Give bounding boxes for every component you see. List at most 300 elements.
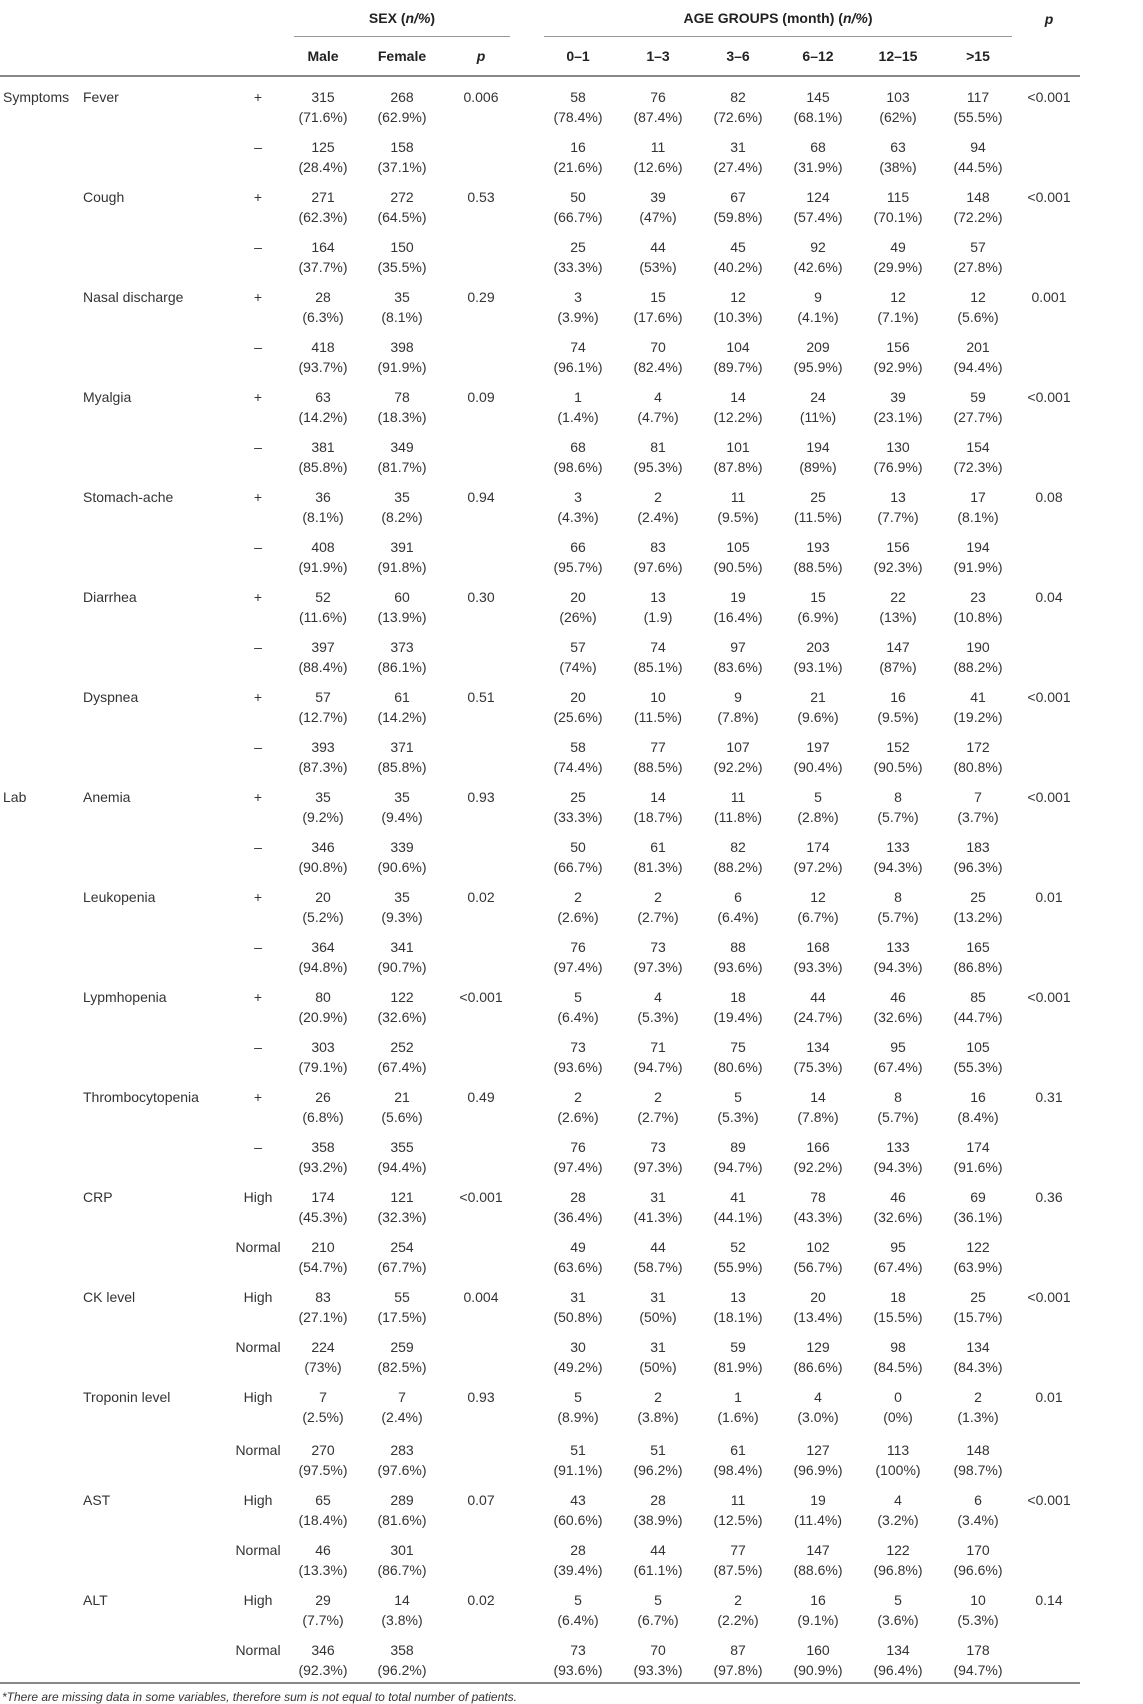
percent-value: (88.4%) (298, 659, 348, 675)
percent-value: (38.9%) (633, 1512, 683, 1528)
percent-value: (90.5%) (873, 759, 923, 775)
level-label: – (254, 339, 262, 355)
age-group-cell (938, 1430, 1018, 1480)
percent-value: (1.3%) (957, 1409, 999, 1425)
p-value-sex: <0.001 (459, 1189, 503, 1205)
age-group-cell (858, 1227, 938, 1277)
count-value: 97 (730, 639, 746, 655)
female-cell (358, 1480, 446, 1530)
percent-value: (9.5%) (717, 509, 759, 525)
category-label (0, 377, 80, 427)
count-value: 10 (650, 689, 666, 705)
percent-value: (8.1%) (381, 309, 423, 325)
variable-label (80, 1630, 228, 1680)
count-value: 52 (315, 589, 331, 605)
percent-value: (94.7%) (953, 1662, 1003, 1678)
percent-value: (43.3%) (793, 1209, 843, 1225)
count-value: 102 (806, 1239, 830, 1255)
age-group-cell (698, 1580, 778, 1630)
percent-value: (18.7%) (633, 809, 683, 825)
age-group-cell (778, 877, 858, 927)
count-value: 57 (315, 689, 331, 705)
count-value: 11 (730, 1492, 746, 1508)
male-cell (288, 477, 358, 527)
percent-value: (21.6%) (553, 159, 603, 175)
count-value: 35 (394, 889, 410, 905)
age-group-cell (938, 927, 1018, 977)
count-value: 24 (810, 389, 826, 405)
age-group-cell (538, 577, 618, 627)
percent-value: (96.2%) (633, 1462, 683, 1478)
percent-value: (84.5%) (873, 1359, 923, 1375)
male-cell (288, 577, 358, 627)
male-cell (288, 1077, 358, 1127)
table-row (0, 627, 1080, 677)
count-value: 50 (570, 189, 586, 205)
percent-value: (17.6%) (633, 309, 683, 325)
variable-label: ALT (83, 1592, 108, 1608)
count-value: 190 (966, 639, 990, 655)
count-value: 39 (890, 389, 906, 405)
percent-value: (4.1%) (797, 309, 839, 325)
count-value: 5 (814, 789, 822, 805)
percent-value: (92.3%) (873, 559, 923, 575)
category-label (0, 1327, 80, 1377)
percent-value: (83.6%) (713, 659, 763, 675)
age-group-cell (858, 1327, 938, 1377)
p-value-age: <0.001 (1027, 89, 1071, 105)
level-label: – (254, 639, 262, 655)
percent-value: (55.3%) (953, 1059, 1003, 1075)
count-value: 46 (890, 989, 906, 1005)
column-gap (516, 1530, 538, 1580)
percent-value: (86.8%) (953, 959, 1003, 975)
count-value: 52 (730, 1239, 746, 1255)
count-value: 61 (650, 839, 666, 855)
level-label: + (253, 889, 263, 905)
percent-value: (50%) (639, 1359, 677, 1375)
percent-value: (39.4%) (553, 1562, 603, 1578)
age-group-cell (938, 227, 1018, 277)
percent-value: (98.6%) (553, 459, 603, 475)
percent-value: (1.4%) (557, 409, 599, 425)
count-value: 95 (890, 1239, 906, 1255)
count-value: 197 (806, 739, 830, 755)
age-group-cell (778, 677, 858, 727)
count-value: 4 (894, 1492, 902, 1508)
percent-value: (97.2%) (793, 859, 843, 875)
count-value: 11 (650, 139, 666, 155)
p-value-sex: 0.53 (467, 189, 495, 205)
count-value: 6 (974, 1492, 982, 1508)
percent-value: (15.7%) (953, 1309, 1003, 1325)
percent-value: (85.8%) (377, 759, 427, 775)
count-value: 5 (654, 1592, 662, 1608)
count-value: 44 (650, 1542, 666, 1558)
percent-value: (12.6%) (633, 159, 683, 175)
count-value: 13 (650, 589, 666, 605)
age-group-cell (618, 1580, 698, 1630)
count-value: 346 (311, 1642, 335, 1658)
percent-value: (55.5%) (953, 109, 1003, 125)
percent-value: (12.5%) (713, 1512, 763, 1528)
count-value: 14 (650, 789, 666, 805)
age-group-cell (538, 1277, 618, 1327)
percent-value: (44.7%) (953, 1009, 1003, 1025)
percent-value: (92.2%) (793, 1159, 843, 1175)
category-label: Lab (3, 789, 27, 805)
column-gap (516, 1027, 538, 1077)
count-value: 12 (890, 289, 906, 305)
count-value: 35 (315, 789, 331, 805)
male-cell (288, 77, 358, 127)
age-group-cell (858, 177, 938, 227)
p-value-age (1018, 1327, 1080, 1377)
count-value: 107 (726, 739, 750, 755)
count-value: 355 (390, 1139, 414, 1155)
age-group-cell (538, 1177, 618, 1227)
level-label: – (254, 739, 262, 755)
count-value: 150 (390, 239, 414, 255)
percent-value: (90.4%) (793, 759, 843, 775)
count-value: 41 (730, 1189, 746, 1205)
level-label: + (253, 89, 263, 105)
age-group-cell (698, 1027, 778, 1077)
age-group-cell (778, 1430, 858, 1480)
female-cell (358, 327, 446, 377)
count-value: 25 (970, 889, 986, 905)
percent-value: (6.7%) (797, 909, 839, 925)
percent-value: (94.3%) (873, 1159, 923, 1175)
age-group-cell (938, 1177, 1018, 1227)
table-row (0, 527, 1080, 577)
percent-value: (29.9%) (873, 259, 923, 275)
count-value: 2 (974, 1389, 982, 1405)
count-value: 156 (886, 339, 910, 355)
age-group-cell (778, 827, 858, 877)
count-value: 12 (810, 889, 826, 905)
percent-value: (64.5%) (377, 209, 427, 225)
age-group-cell (858, 777, 938, 827)
table-header (0, 0, 1080, 77)
p-value-age: <0.001 (1027, 789, 1071, 805)
category-label (0, 577, 80, 627)
count-value: 35 (394, 789, 410, 805)
percent-value: (2.7%) (637, 909, 679, 925)
age-group-cell (938, 727, 1018, 777)
count-value: 44 (650, 1239, 666, 1255)
percent-value: (20.9%) (298, 1009, 348, 1025)
percent-value: (6.4%) (717, 909, 759, 925)
count-value: 12 (970, 289, 986, 305)
percent-value: (91.1%) (553, 1462, 603, 1478)
percent-value: (90.9%) (793, 1662, 843, 1678)
female-cell (358, 1127, 446, 1177)
percent-value: (87.3%) (298, 759, 348, 775)
count-value: 61 (730, 1442, 746, 1458)
variable-label (80, 127, 228, 177)
table-row (0, 377, 1080, 427)
percent-value: (26%) (559, 609, 597, 625)
age-group-cell (858, 1377, 938, 1430)
col-age-6-12: 6–12 (802, 48, 834, 64)
count-value: 49 (570, 1239, 586, 1255)
age-group-cell (778, 77, 858, 127)
p-value-sex (446, 1630, 516, 1680)
percent-value: (88.2%) (953, 659, 1003, 675)
p-value-age (1018, 927, 1080, 977)
age-group-cell (538, 927, 618, 977)
age-group-cell (938, 977, 1018, 1027)
column-gap (516, 427, 538, 477)
count-value: 59 (730, 1339, 746, 1355)
category-label (0, 1277, 80, 1327)
percent-value: (10.3%) (713, 309, 763, 325)
age-group-cell (698, 1077, 778, 1127)
percent-value: (3.7%) (957, 809, 999, 825)
count-value: 58 (570, 739, 586, 755)
percent-value: (79.1%) (298, 1059, 348, 1075)
age-group-cell (778, 1377, 858, 1430)
age-group-cell (538, 1430, 618, 1480)
age-group-cell (858, 1480, 938, 1530)
count-value: 1 (574, 389, 582, 405)
count-value: 371 (390, 739, 414, 755)
column-gap (516, 827, 538, 877)
count-value: 20 (570, 589, 586, 605)
percent-value: (3.4%) (957, 1512, 999, 1528)
count-value: 31 (650, 1289, 666, 1305)
count-value: 391 (390, 539, 414, 555)
col-age-12-15: 12–15 (878, 48, 918, 64)
age-group-cell (538, 1127, 618, 1177)
count-value: 14 (394, 1592, 410, 1608)
age-group-cell (618, 1127, 698, 1177)
count-value: 127 (806, 1442, 830, 1458)
p-value-sex: 0.09 (467, 389, 495, 405)
count-value: 75 (730, 1039, 746, 1055)
count-value: 49 (890, 239, 906, 255)
age-group-cell (858, 1630, 938, 1680)
p-value-sex: 0.49 (467, 1089, 495, 1105)
age-group-cell (698, 1630, 778, 1680)
count-value: 50 (570, 839, 586, 855)
p-value-age: 0.31 (1035, 1089, 1063, 1105)
p-value-age: 0.14 (1035, 1592, 1063, 1608)
percent-value: (93.6%) (713, 959, 763, 975)
age-group-cell (698, 977, 778, 1027)
age-group-cell (938, 1630, 1018, 1680)
percent-value: (95.3%) (633, 459, 683, 475)
table-row (0, 1480, 1080, 1530)
p-value-age (1018, 127, 1080, 177)
count-value: 18 (730, 989, 746, 1005)
age-group-cell (938, 1327, 1018, 1377)
percent-value: (78.4%) (553, 109, 603, 125)
sex-group-suffix: ) (430, 10, 436, 26)
percent-value: (25.6%) (553, 709, 603, 725)
age-group-cell (698, 677, 778, 727)
count-value: 2 (574, 1089, 582, 1105)
percent-value: (9.3%) (381, 909, 423, 925)
percent-value: (8.9%) (557, 1409, 599, 1425)
level-label: + (253, 489, 263, 505)
category-label (0, 1027, 80, 1077)
age-group-cell (938, 277, 1018, 327)
age-group-cell (858, 927, 938, 977)
age-group-header (538, 0, 1018, 37)
table-row (0, 1177, 1080, 1227)
column-gap (516, 177, 538, 227)
col-p-sex (446, 37, 516, 76)
percent-value: (55.9%) (713, 1259, 763, 1275)
age-group-cell (538, 827, 618, 877)
count-value: 2 (654, 1089, 662, 1105)
percent-value: (9.4%) (381, 809, 423, 825)
count-value: 77 (650, 739, 666, 755)
count-value: 68 (810, 139, 826, 155)
count-value: 193 (806, 539, 830, 555)
count-value: 152 (886, 739, 910, 755)
category-label: Symptoms (3, 89, 70, 105)
column-gap (516, 577, 538, 627)
age-group-cell (858, 127, 938, 177)
count-value: 63 (315, 389, 331, 405)
col-age-over-15: >15 (966, 48, 990, 64)
count-value: 95 (890, 1039, 906, 1055)
level-label: – (254, 539, 262, 555)
variable-label (80, 227, 228, 277)
column-gap (516, 1177, 538, 1227)
percent-value: (2.4%) (381, 1409, 423, 1425)
p-value-sex (446, 927, 516, 977)
count-value: 358 (390, 1642, 414, 1658)
percent-value: (2.6%) (557, 909, 599, 925)
count-value: 178 (966, 1642, 990, 1658)
count-value: 17 (970, 489, 986, 505)
age-group-cell (778, 1480, 858, 1530)
age-group-cell (698, 1430, 778, 1480)
male-cell (288, 777, 358, 827)
age-group-cell (938, 1480, 1018, 1530)
age-group-cell (618, 227, 698, 277)
count-value: 98 (890, 1339, 906, 1355)
age-group-cell (698, 1377, 778, 1430)
percent-value: (96.9%) (793, 1462, 843, 1478)
age-group-cell (778, 1327, 858, 1377)
percent-value: (32.3%) (377, 1209, 427, 1225)
age-group-cell (538, 377, 618, 427)
count-value: 74 (570, 339, 586, 355)
percent-value: (85.8%) (298, 459, 348, 475)
percent-value: (87%) (879, 659, 917, 675)
age-group-cell (858, 477, 938, 527)
age-group-prefix: AGE GROUPS (month) ( (683, 10, 843, 26)
count-value: 9 (814, 289, 822, 305)
count-value: 122 (966, 1239, 990, 1255)
p-value-age: <0.001 (1027, 189, 1071, 205)
variable-label (80, 427, 228, 477)
column-gap (516, 1580, 538, 1630)
count-value: 59 (970, 389, 986, 405)
category-label (0, 227, 80, 277)
percent-value: (3.6%) (877, 1612, 919, 1628)
percent-value: (32.6%) (873, 1209, 923, 1225)
count-value: 209 (806, 339, 830, 355)
age-group-cell (778, 1530, 858, 1580)
percent-value: (97.5%) (298, 1462, 348, 1478)
p-value-sex: 0.07 (467, 1492, 495, 1508)
percent-value: (7.1%) (877, 309, 919, 325)
variable-label (80, 1327, 228, 1377)
percent-value: (24.7%) (793, 1009, 843, 1025)
table-row (0, 727, 1080, 777)
percent-value: (18.1%) (713, 1309, 763, 1325)
count-value: 101 (726, 439, 750, 455)
count-value: 16 (970, 1089, 986, 1105)
count-value: 2 (734, 1592, 742, 1608)
age-group-cell (778, 1227, 858, 1277)
count-value: 398 (390, 339, 414, 355)
p-value-age: 0.36 (1035, 1189, 1063, 1205)
count-value: 22 (890, 589, 906, 605)
p-value-sex (446, 127, 516, 177)
p-value-age: <0.001 (1027, 689, 1071, 705)
age-group-cell (938, 1277, 1018, 1327)
count-value: 7 (974, 789, 982, 805)
age-group-cell (858, 327, 938, 377)
percent-value: (80.8%) (953, 759, 1003, 775)
count-value: 66 (570, 539, 586, 555)
male-cell (288, 877, 358, 927)
male-cell (288, 1127, 358, 1177)
count-value: 65 (315, 1492, 331, 1508)
percent-value: (9.6%) (797, 709, 839, 725)
count-value: 364 (311, 939, 335, 955)
age-group-cell (618, 1177, 698, 1227)
percent-value: (81.7%) (377, 459, 427, 475)
count-value: 4 (654, 989, 662, 1005)
female-cell (358, 527, 446, 577)
age-group-cell (618, 827, 698, 877)
count-value: 85 (970, 989, 986, 1005)
female-cell (358, 877, 446, 927)
count-value: 0 (894, 1389, 902, 1405)
percent-value: (6.8%) (302, 1109, 344, 1125)
count-value: 76 (570, 939, 586, 955)
count-value: 172 (966, 739, 990, 755)
percent-value: (71.6%) (298, 109, 348, 125)
male-cell (288, 827, 358, 877)
p-value-sex: 0.29 (467, 289, 495, 305)
level-label: + (253, 289, 263, 305)
percent-value: (90.6%) (377, 859, 427, 875)
count-value: 134 (886, 1642, 910, 1658)
p-value-age: <0.001 (1027, 989, 1071, 1005)
percent-value: (72.3%) (953, 459, 1003, 475)
age-group-cell (698, 1480, 778, 1530)
p-value-sex (446, 1530, 516, 1580)
percent-value: (7.7%) (877, 509, 919, 525)
level-label: High (243, 1592, 273, 1608)
age-group-cell (778, 577, 858, 627)
count-value: 70 (650, 1642, 666, 1658)
column-gap (516, 977, 538, 1027)
age-group-cell (538, 127, 618, 177)
table-row (0, 677, 1080, 727)
percent-value: (57.4%) (793, 209, 843, 225)
count-value: 7 (398, 1389, 406, 1405)
